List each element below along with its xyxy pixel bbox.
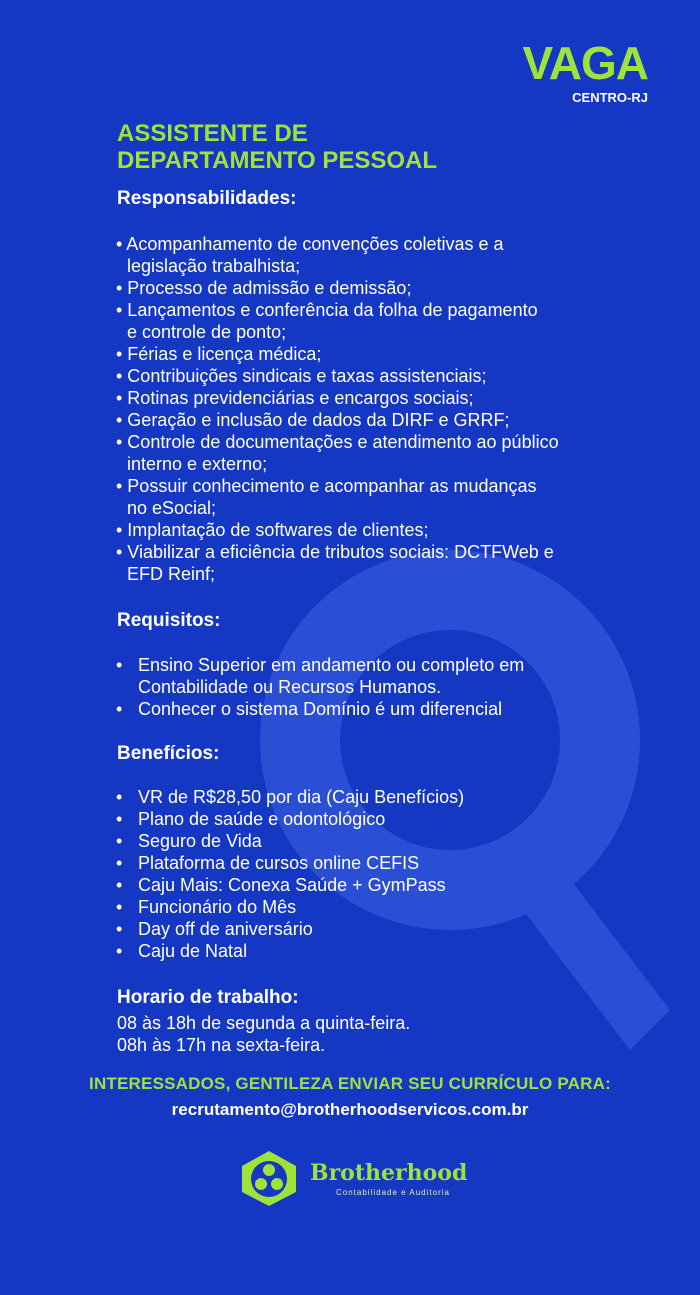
brotherhood-logo: [238, 1148, 478, 1208]
list-item: • Férias e licença médica;: [116, 344, 322, 364]
list-item: • VR de R$28,50 por dia (Caju Benefícios): [116, 786, 464, 808]
list-item: • Acompanhamento de convenções coletivas e a legislação trabalhista;: [116, 234, 504, 276]
horario-line2: 08h às 17h na sexta-feira.: [117, 1035, 326, 1055]
vaga-heading: VAGA: [522, 37, 648, 89]
beneficios-heading: Benefícios:: [117, 743, 220, 764]
job-title-line1: ASSISTENTE DE: [117, 120, 308, 147]
list-item: • Lançamentos e conferência da folha de pagamento e controle de ponto;: [116, 300, 538, 342]
list-item: • Geração e inclusão de dados da DIRF e GRRF;: [116, 410, 510, 430]
beneficios-list: [116, 786, 464, 962]
location-label: CENTRO-RJ: [572, 90, 648, 105]
list-item: • Possuir conhecimento e acompanhar as mudanças no eSocial;: [116, 476, 537, 518]
list-item: • Processo de admissão e demissão;: [116, 278, 412, 298]
requisitos-list: [116, 654, 616, 720]
job-title-line2: DEPARTAMENTO PESSOAL: [117, 147, 438, 174]
job-title: [117, 120, 437, 174]
list-item: • Day off de aniversário: [116, 918, 464, 940]
list-item: • Conhecer o sistema Domínio é um diferencial: [116, 698, 616, 720]
logo-subtitle: Contabilidade e Auditoria: [336, 1188, 450, 1197]
list-item: • Viabilizar a eficiência de tributos sociais: DCTFWeb e EFD Reinf;: [116, 542, 554, 584]
logo-name: Brotherhood: [310, 1160, 468, 1186]
responsabilidades-list: [116, 233, 559, 585]
cta-text: INTERESSADOS, GENTILEZA ENVIAR SEU CURRÍCULO PARA:: [89, 1074, 611, 1093]
requisitos-heading: Requisitos:: [117, 610, 221, 631]
list-item: • Implantação de softwares de clientes;: [116, 520, 429, 540]
list-item: • Rotinas previdenciárias e encargos sociais;: [116, 388, 474, 408]
list-item: • Plano de saúde e odontológico: [116, 808, 464, 830]
responsabilidades-heading: Responsabilidades:: [117, 188, 297, 209]
list-item: • Caju de Natal: [116, 940, 464, 962]
list-item: • Contribuições sindicais e taxas assistenciais;: [116, 366, 487, 386]
list-item: • Caju Mais: Conexa Saúde + GymPass: [116, 874, 464, 896]
list-item: • Seguro de Vida: [116, 830, 464, 852]
horario-text: [117, 1012, 410, 1056]
list-item: • Ensino Superior em andamento ou completo em Contabilidade ou Recursos Humanos.: [116, 654, 616, 698]
list-item: • Controle de documentações e atendimento ao público interno e externo;: [116, 432, 559, 474]
list-item: • Plataforma de cursos online CEFIS: [116, 852, 464, 874]
brotherhood-logo-icon: [238, 1148, 300, 1208]
list-item: • Funcionário do Mês: [116, 896, 464, 918]
horario-heading: Horario de trabalho:: [117, 987, 299, 1008]
email-link[interactable]: recrutamento@brotherhoodservicos.com.br: [171, 1100, 529, 1119]
horario-line1: 08 às 18h de segunda a quinta-feira.: [117, 1013, 411, 1033]
